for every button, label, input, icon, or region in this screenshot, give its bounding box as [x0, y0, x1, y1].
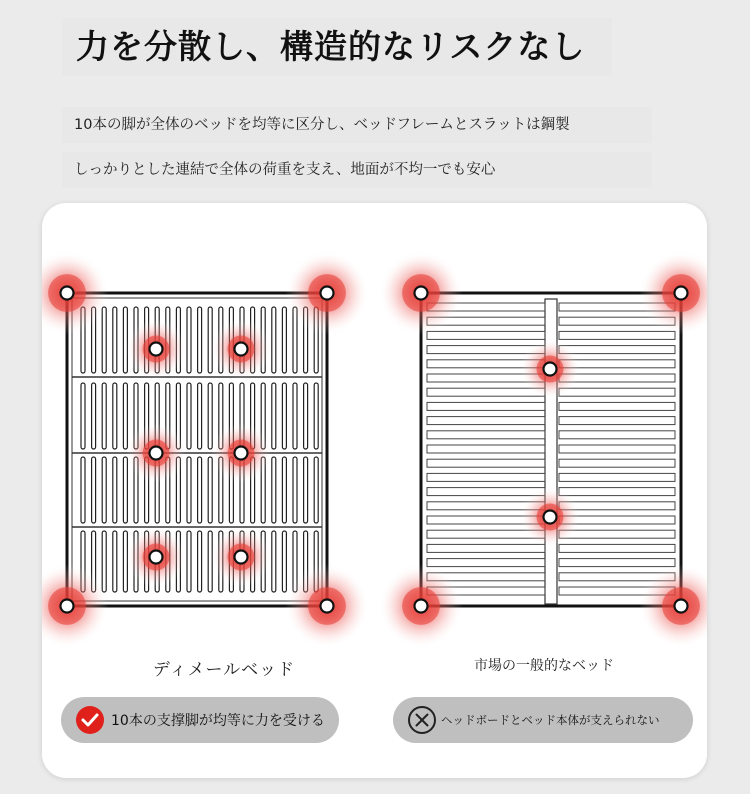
left-bed-caption: ディメールベッド	[152, 660, 296, 680]
support-point	[639, 564, 707, 648]
support-point	[639, 251, 707, 335]
support-point	[211, 423, 271, 483]
support-point	[285, 251, 369, 335]
left-feature-text: 10本の支撑脚が均等に力を受ける	[111, 713, 325, 729]
description-line-2: しっかりとした連結で全体の荷重を支え、地面が不均一でも安心	[62, 152, 652, 188]
page-title: 力を分散し、構造的なリスクなし	[62, 18, 612, 76]
right-feature-text: ヘッドボードとベッド本体が支えられない	[441, 713, 660, 727]
support-point	[520, 487, 580, 547]
left-feature-badge	[61, 697, 339, 743]
check-circle-icon	[75, 705, 105, 735]
bed-comparison-diagram	[42, 203, 707, 778]
support-point	[285, 564, 369, 648]
support-point	[211, 319, 271, 379]
support-point	[520, 339, 580, 399]
support-point	[379, 564, 463, 648]
right-bed-caption: 市場の一般的なベッド	[474, 658, 614, 674]
support-point	[126, 527, 186, 587]
support-point	[211, 527, 271, 587]
support-point	[126, 319, 186, 379]
support-point	[42, 251, 109, 335]
support-point	[379, 251, 463, 335]
left-bed-frame	[67, 293, 327, 606]
right-feature-badge	[393, 697, 693, 743]
x-circle-icon	[407, 705, 437, 735]
support-point	[42, 564, 109, 648]
comparison-panel	[42, 203, 707, 778]
support-point	[126, 423, 186, 483]
description-line-1: 10本の脚が全体のベッドを均等に区分し、ベッドフレームとスラットは鋼製	[62, 107, 652, 143]
